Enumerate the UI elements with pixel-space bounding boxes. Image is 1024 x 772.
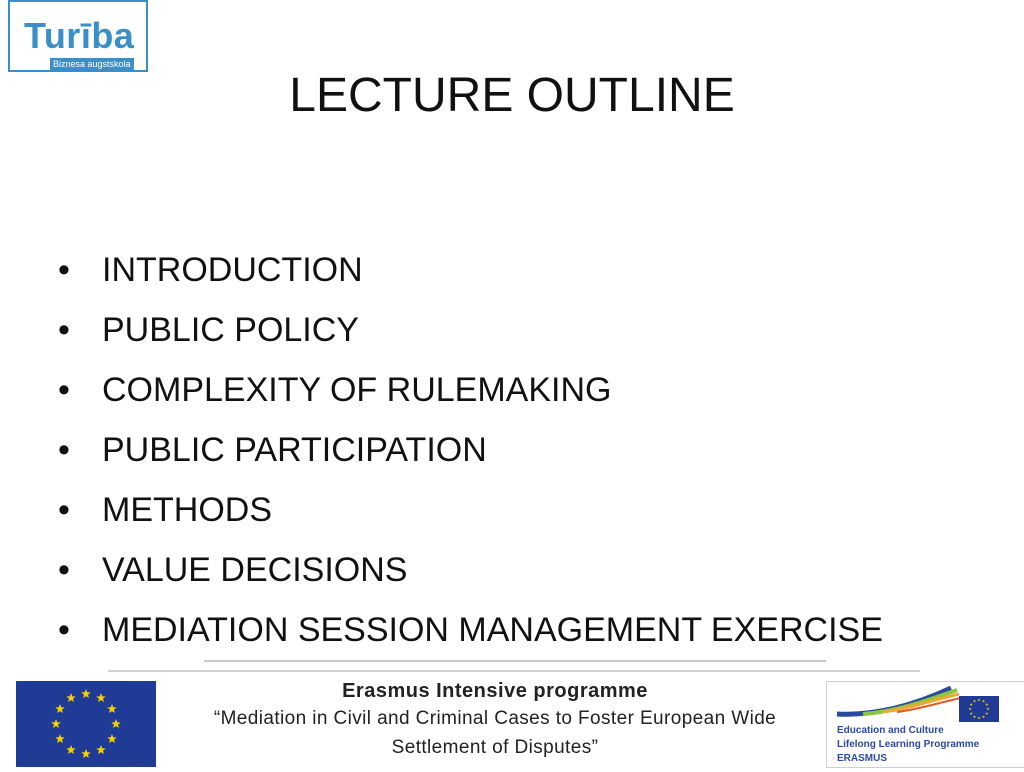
bullet-icon: •: [58, 611, 70, 649]
outline-item: [58, 420, 883, 480]
llp-line-1: Education and Culture: [837, 725, 944, 736]
eu-star-icon: [96, 745, 106, 754]
eu-star-icon: [111, 719, 121, 728]
footer-divider-bottom: [108, 670, 920, 672]
eu-star-icon: [107, 704, 117, 713]
outline-item: [58, 360, 883, 420]
footer-programme: Erasmus Intensive programme: [342, 680, 648, 702]
logo-wordmark: Turība: [24, 15, 135, 56]
outline-item-label: PUBLIC PARTICIPATION: [102, 431, 487, 469]
eu-star-icon: [977, 698, 980, 701]
outline-item: [58, 240, 883, 300]
eu-stars: [16, 681, 156, 767]
bullet-icon: •: [58, 551, 70, 589]
eu-star-icon: [986, 707, 989, 710]
turiba-logo: [8, 0, 148, 72]
eu-star-icon: [973, 700, 976, 703]
eu-star-icon: [970, 712, 973, 715]
eu-star-icon: [968, 707, 971, 710]
eu-star-icon: [982, 700, 985, 703]
outline-item-label: INTRODUCTION: [102, 251, 363, 289]
outline-item-label: MEDIATION SESSION MANAGEMENT EXERCISE: [102, 611, 883, 649]
outline-item-label: PUBLIC POLICY: [102, 311, 359, 349]
llp-caption: [837, 724, 979, 766]
slide-title: LECTURE OUTLINE: [289, 69, 735, 122]
outline-item: [58, 600, 883, 660]
eu-star-icon: [66, 745, 76, 754]
outline-item-label: COMPLEXITY OF RULEMAKING: [102, 371, 612, 409]
eu-star-icon: [66, 693, 76, 702]
eu-star-icon: [985, 703, 988, 706]
eu-star-icon: [51, 719, 61, 728]
footer-line-2: Settlement of Disputes”: [391, 737, 599, 758]
eu-star-icon: [970, 703, 973, 706]
eu-star-icon: [81, 689, 91, 698]
bullet-icon: •: [58, 431, 70, 469]
eu-star-icon: [107, 734, 117, 743]
outline-item-label: VALUE DECISIONS: [102, 551, 408, 589]
footer-divider-top: [204, 660, 826, 662]
outline-item: [58, 300, 883, 360]
small-eu-stars: [959, 696, 999, 722]
eu-star-icon: [985, 712, 988, 715]
lifelong-learning-logo: [826, 681, 1024, 768]
llp-line-3: ERASMUS: [837, 753, 888, 764]
llp-line-2: Lifelong Learning Programme: [837, 739, 980, 750]
bullet-icon: •: [58, 491, 70, 529]
outline-item-label: METHODS: [102, 491, 272, 529]
eu-star-icon: [55, 734, 65, 743]
footer-line-1: “Mediation in Civil and Criminal Cases to Foster European Wide: [213, 708, 777, 729]
eu-star-icon: [81, 749, 91, 758]
bullet-icon: •: [58, 251, 70, 289]
llp-swoosh-icon: [833, 684, 963, 724]
eu-star-icon: [982, 715, 985, 718]
eu-star-icon: [55, 704, 65, 713]
eu-star-icon: [977, 716, 980, 719]
eu-flag-icon: [16, 681, 156, 767]
bullet-icon: •: [58, 311, 70, 349]
outline-item: [58, 480, 883, 540]
bullet-icon: •: [58, 371, 70, 409]
eu-star-icon: [973, 715, 976, 718]
outline-item: [58, 540, 883, 600]
small-eu-flag-icon: [959, 696, 999, 722]
eu-star-icon: [96, 693, 106, 702]
logo-subtitle: Biznesa augstskola: [50, 58, 134, 70]
outline-list: [58, 240, 883, 660]
footer-caption: [170, 678, 820, 762]
